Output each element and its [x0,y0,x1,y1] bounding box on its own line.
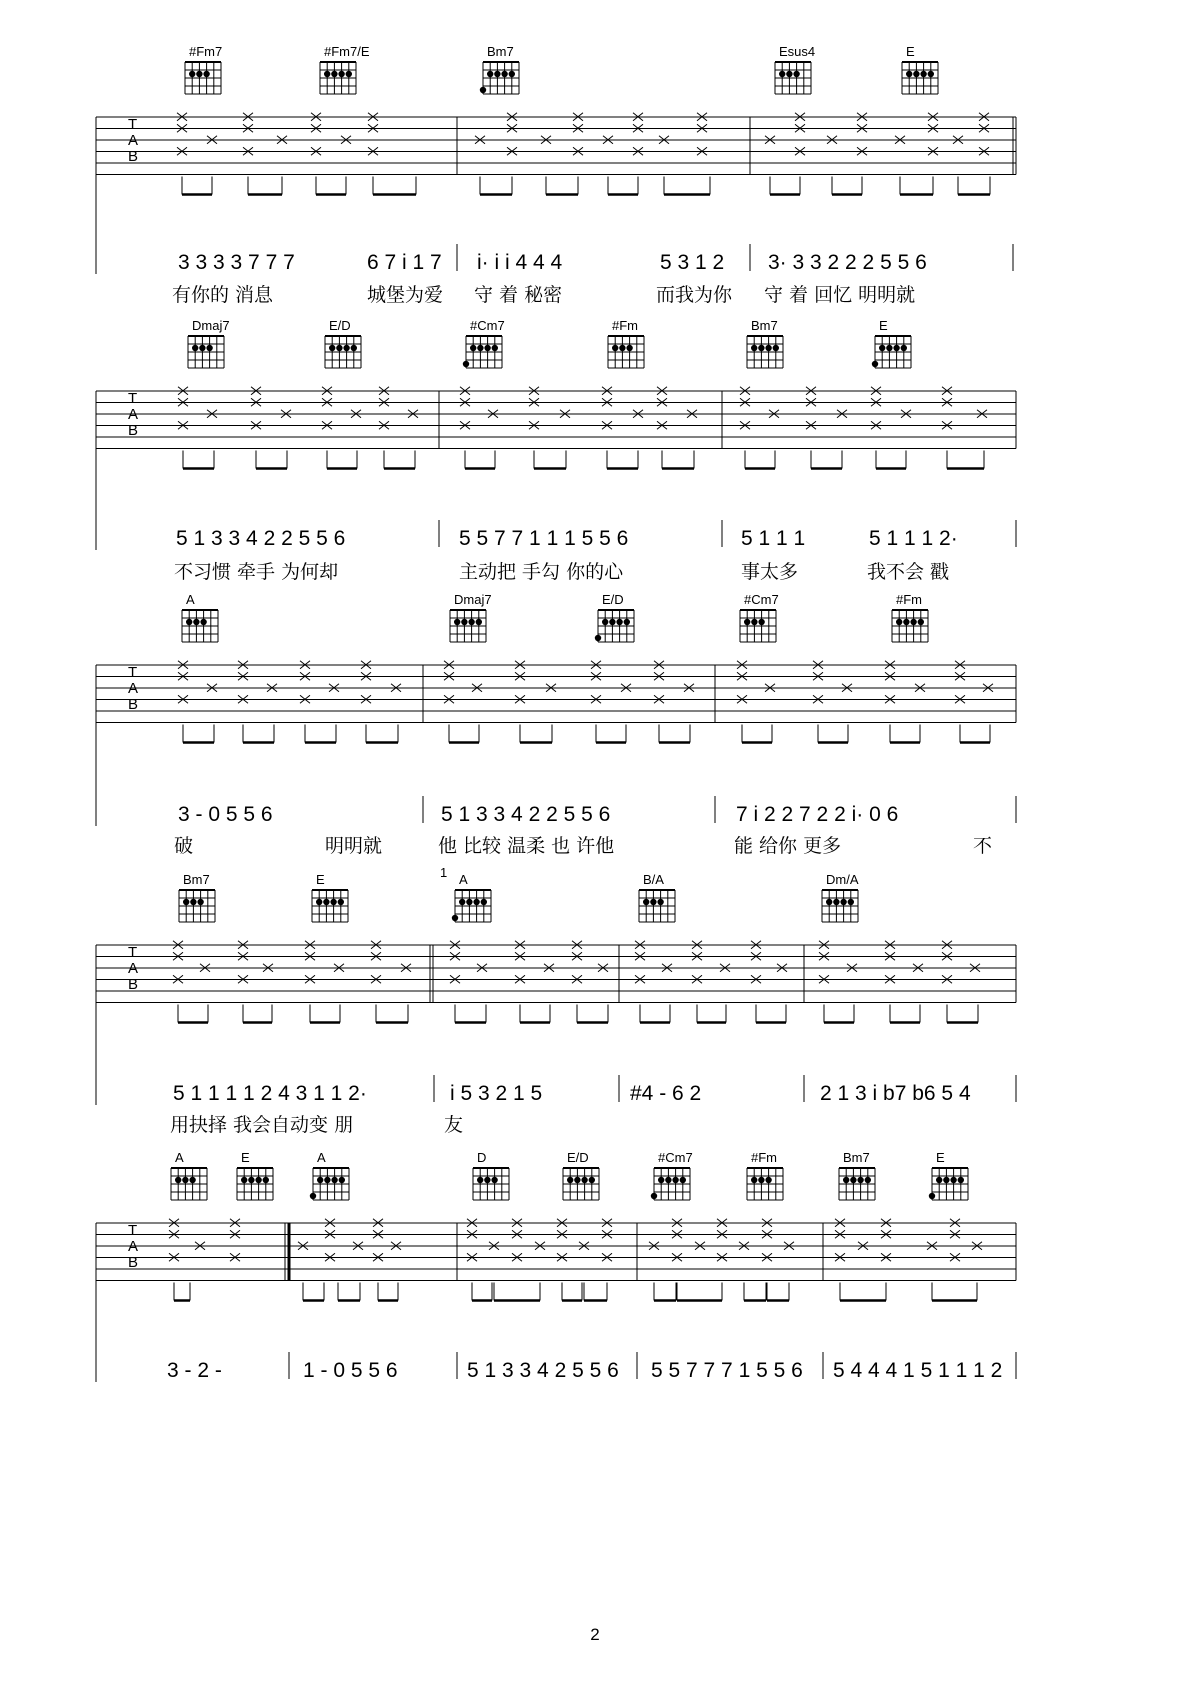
chord-dot [470,345,476,351]
chord-dot [616,619,622,625]
numbered-notation: 5 1 3 3 4 2 2 5 5 6 [441,803,611,826]
tab-letter-a: A [128,406,139,423]
chord-dot [324,71,330,77]
chord-dot [672,1177,678,1183]
chord-dot [255,1177,261,1183]
chord-diagram [747,318,783,368]
chord-dot [477,345,483,351]
chord-dot [773,345,779,351]
numbered-notation: 7 i 2 2 7 2 2 i· 0 6 [736,803,899,826]
tab-letter-t: T [128,390,138,407]
lyric-line: 用抉择 我会自动变 朋 [170,1114,354,1136]
chord-name: A [186,592,195,607]
chord-dot [744,619,750,625]
chord-dot [484,1177,490,1183]
tab-letter-b: B [128,696,139,713]
lyric-line: 我不会 戳 [867,561,950,583]
chord-dot [331,1177,337,1183]
chord-dot [491,1177,497,1183]
chord-name: E [241,1150,250,1165]
chord-dot [324,1177,330,1183]
chord-dot [793,71,799,77]
chord-dot [175,1177,181,1183]
tab-letter-b: B [128,1254,139,1271]
lyric-line: 他 比较 温柔 也 许他 [438,835,615,857]
chord-dot [751,619,757,625]
chord-dot [338,71,344,77]
chord-name: E/D [329,318,351,333]
chord-dot [910,619,916,625]
numbered-notation: 3 3 3 3 7 7 7 [178,251,295,274]
chord-dot [833,899,839,905]
tab-letter-a: A [128,132,139,149]
chord-dot [609,619,615,625]
tab-letter-t: T [128,944,138,961]
chord-dot [567,1177,573,1183]
chord-diagram [310,1150,349,1200]
chord-dot [452,915,458,921]
chord-dot [619,345,625,351]
chord-dot [886,345,892,351]
chord-diagram [188,318,230,368]
chord-dot [658,1177,664,1183]
chord-diagram [171,1150,207,1200]
chord-dot [602,619,608,625]
chord-name: B/A [643,872,664,887]
chord-dot [189,1177,195,1183]
chord-dot [466,899,472,905]
tab-system [96,661,1016,857]
chord-diagram [185,44,222,94]
chord-name: #Fm7/E [324,44,370,59]
chord-dot [182,1177,188,1183]
chord-name: Bm7 [183,872,210,887]
lyric-line: 守 着 回忆 明明就 [764,284,916,306]
lyric-line: 主动把 手勾 你的心 [459,561,624,583]
chord-dot [758,619,764,625]
chord-diagram [563,1150,599,1200]
chord-dot [643,899,649,905]
chord-dot [650,899,656,905]
chord-name: #Cm7 [744,592,779,607]
chord-name: E [879,318,888,333]
chord-dot [848,899,854,905]
chord-diagram [747,1150,783,1200]
chord-diagram [595,592,634,642]
tab-letter-t: T [128,664,138,681]
chord-dot [192,345,198,351]
numbered-notation: 1 - 0 5 5 6 [303,1359,398,1382]
chord-dot [206,345,212,351]
lyric-line: 明明就 [325,835,383,857]
chord-name: E [316,872,325,887]
chord-name: Bm7 [487,44,514,59]
chord-diagram [839,1150,875,1200]
chord-dot [190,899,196,905]
chord-dot [958,1177,964,1183]
page-number: 2 [590,1625,600,1644]
chord-dot [203,71,209,77]
tab-letter-b: B [128,422,139,439]
chord-dot [338,899,344,905]
chord-dot [589,1177,595,1183]
chord-dot [786,71,792,77]
chord-name: E [906,44,915,59]
chord-diagram [452,872,491,922]
lyric-line: 有你的 消息 [172,284,274,306]
chord-dot [651,1193,657,1199]
chord-name: E/D [602,592,624,607]
chord-diagram [740,592,779,642]
chord-name: Dm/A [826,872,859,887]
chord-dot [189,71,195,77]
chord-dot [758,345,764,351]
numbered-notation: 6 7 i 1 7 [367,251,442,274]
chord-dot [657,899,663,905]
numbered-notation: 5 1 1 1 [741,527,806,550]
chord-dot [843,1177,849,1183]
chord-dot [316,899,322,905]
chord-dot [751,345,757,351]
chord-diagram [237,1150,273,1200]
chord-dot [826,899,832,905]
chord-dot [454,619,460,625]
chord-dot [351,345,357,351]
chord-dot [461,619,467,625]
tab-letter-a: A [128,960,139,977]
chord-name: Bm7 [843,1150,870,1165]
chord-diagram [480,44,519,94]
chord-dot [331,71,337,77]
chord-diagram [902,44,938,94]
chord-dot [317,1177,323,1183]
chord-dot [758,1177,764,1183]
chord-dot [865,1177,871,1183]
chord-name: D [477,1150,487,1165]
chord-dot [872,361,878,367]
lyric-line: 事太多 [741,561,799,583]
numbered-notation: 5 4 4 4 1 5 1 1 1 2 [833,1359,1003,1382]
numbered-notation: 5 1 1 1 1 2 4 3 1 1 2· [173,1082,367,1105]
chord-diagram [929,1150,968,1200]
chord-dot [624,619,630,625]
chord-name: #Fm7 [189,44,223,59]
chord-dot [186,619,192,625]
chord-dot [183,899,189,905]
chord-dot [680,1177,686,1183]
tab-letter-a: A [128,680,139,697]
chord-diagram [775,44,815,94]
chord-dot [509,71,515,77]
chord-dot [928,71,934,77]
chord-diagram [892,592,928,642]
numbered-notation: i 5 3 2 1 5 [450,1082,543,1105]
chord-dot [893,345,899,351]
lyric-line: 不 [973,835,993,857]
chord-dot [346,71,352,77]
tab-letter-t: T [128,1222,138,1239]
chord-dot [476,619,482,625]
chord-diagram [463,318,505,368]
chord-dot [487,71,493,77]
chord-name: #Fm [896,592,922,607]
numbered-notation: 5 5 7 7 7 1 5 5 6 [651,1359,803,1382]
tab-system [96,941,1016,1136]
chord-dot [193,619,199,625]
chord-name: #Cm7 [470,318,505,333]
chord-dot [463,361,469,367]
chord-diagram [179,872,215,922]
section-marker: 1 [440,865,448,880]
chord-dot [595,635,601,641]
chord-dot [484,345,490,351]
chord-dot [199,345,205,351]
chord-dot [929,1193,935,1199]
chord-dot [329,345,335,351]
chord-name: #Fm [751,1150,777,1165]
chord-diagram [822,872,859,922]
chord-dot [943,1177,949,1183]
chord-dot [196,71,202,77]
chord-dot [906,71,912,77]
lyric-line: 城堡为爱 [367,284,444,306]
chord-dot [950,1177,956,1183]
chord-name: Esus4 [779,44,816,59]
chord-diagram [651,1150,693,1200]
numbered-notation: 3 - 2 - [167,1359,222,1382]
chord-diagram [450,592,492,642]
chord-dot [468,619,474,625]
tab-letter-b: B [128,148,139,165]
chord-dot [612,345,618,351]
numbered-notation: 3· 3 3 2 2 2 5 5 6 [768,251,927,274]
numbered-notation: i· i i 4 4 4 [477,251,563,274]
numbered-notation: 3 - 0 5 5 6 [178,803,273,826]
chord-dot [200,619,206,625]
chord-dot [248,1177,254,1183]
chord-diagram [312,872,348,922]
numbered-notation: 5 3 1 2 [660,251,725,274]
chord-dot [343,345,349,351]
chord-dot [477,1177,483,1183]
chord-dot [879,345,885,351]
chord-dot [751,1177,757,1183]
chord-dot [765,345,771,351]
chord-dot [765,1177,771,1183]
lyric-line: 能 给你 更多 [734,835,842,857]
lyric-line: 守 着 秘密 [474,284,563,306]
lyric-line: 破 [174,835,194,857]
chord-dot [903,619,909,625]
chord-diagram [473,1150,509,1200]
tab-system [96,387,1016,583]
chord-dot [263,1177,269,1183]
chord-dot [330,899,336,905]
tab-system [96,1219,1016,1382]
numbered-notation: 5 1 1 1 2· [869,527,958,550]
chord-diagram [320,44,370,94]
chord-dot [473,899,479,905]
chord-dot [459,899,465,905]
chord-dot [901,345,907,351]
chord-dot [840,899,846,905]
numbered-notation: 5 1 3 3 4 2 2 5 5 6 [176,527,346,550]
chord-dot [492,345,498,351]
chord-dot [574,1177,580,1183]
tab-letter-a: A [128,1238,139,1255]
lyric-line: 友 [444,1114,464,1136]
lyric-line: 而我为你 [656,284,733,306]
chord-dot [913,71,919,77]
chord-dot [918,619,924,625]
chord-dot [857,1177,863,1183]
chord-name: E/D [567,1150,589,1165]
numbered-notation: 5 5 7 7 1 1 1 5 5 6 [459,527,629,550]
chord-name: E [936,1150,945,1165]
chord-dot [779,71,785,77]
chord-dot [920,71,926,77]
chord-dot [339,1177,345,1183]
chord-dot [896,619,902,625]
chord-name: A [459,872,468,887]
chord-diagram [639,872,675,922]
chord-dot [626,345,632,351]
chord-diagram [608,318,644,368]
chord-dot [581,1177,587,1183]
tab-letter-t: T [128,116,138,133]
chord-diagram [325,318,361,368]
chord-name: Bm7 [751,318,778,333]
chord-dot [197,899,203,905]
chord-name: A [175,1150,184,1165]
tab-letter-b: B [128,976,139,993]
lyric-line: 不习惯 牵手 为何却 [174,561,339,583]
chord-diagram [872,318,911,368]
chord-dot [310,1193,316,1199]
chord-dot [494,71,500,77]
chord-dot [850,1177,856,1183]
chord-dot [480,87,486,93]
chord-name: Dmaj7 [454,592,492,607]
chord-name: #Cm7 [658,1150,693,1165]
numbered-notation: #4 - 6 2 [630,1082,702,1105]
chord-dot [481,899,487,905]
tab-system [96,113,1016,306]
chord-dot [936,1177,942,1183]
chord-dot [501,71,507,77]
chord-name: #Fm [612,318,638,333]
chord-dot [241,1177,247,1183]
numbered-notation: 5 1 3 3 4 2 5 5 6 [467,1359,619,1382]
chord-name: A [317,1150,326,1165]
chord-dot [665,1177,671,1183]
chord-dot [323,899,329,905]
numbered-notation: 2 1 3 i b7 b6 5 4 [820,1082,971,1105]
chord-name: Dmaj7 [192,318,230,333]
chord-diagram [182,592,218,642]
chord-dot [336,345,342,351]
